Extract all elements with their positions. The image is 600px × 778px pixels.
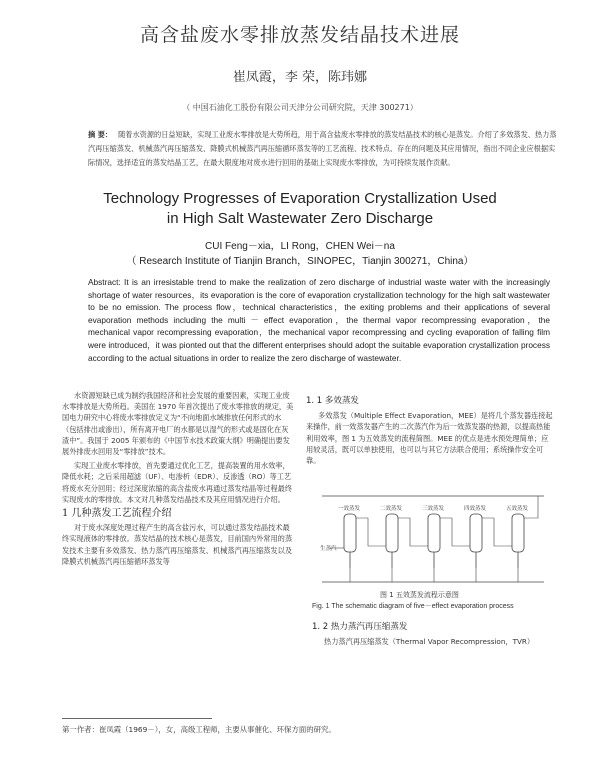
footnote-rule (62, 718, 212, 719)
cn-title: 高含盐废水零排放蒸发结晶技术进展 (139, 24, 460, 46)
footnote: 第一作者：崔凤霞（1969－），女，高级工程师，主要从事催化、环保方面的研究。 (62, 725, 336, 734)
right-paragraph-2: 热力蒸汽再压缩蒸发（Thermal Vapor Recompression，TVR） (324, 637, 535, 647)
right-column (306, 396, 554, 469)
left-column (62, 390, 294, 570)
cn-abstract (88, 128, 558, 170)
evaporator-1 (338, 504, 361, 568)
en-abstract: Abstract: It is an irresistable trend to make the realization of zero discharge of industrial waste water with the increasingly shortage of water resources，its evaporation is the core of evaporation crystallization technology for the high salt wastewater to be no emission. The process flow，technical characteristics，the exiting problems and their applications of several evaporation methods including the multi － effect evaporation，the thermal vapor recompressing evaporation，the mechanical vapor recompressing evaporation，the mechanical vapor recompressing and cycling evaporation of falling film were introduced，it was pionted out that the different enterprises should adopt the suitable evaporation crystallization process according to the actual situations in order to realize the zero discharge of wastewater. (88, 277, 550, 363)
cn-authors: 崔凤霞，李 荣，陈玮娜 (232, 70, 368, 85)
subsection-1-2-heading: 1. 2 热力蒸汽再压缩蒸发 (312, 622, 408, 632)
five-effect-diagram (318, 488, 548, 588)
cn-abstract-label: 摘 要： (88, 130, 113, 139)
section-1-heading: 1 几种蒸发工艺流程介绍 (62, 508, 172, 520)
evaporator-label-3: 三效蒸发 (422, 506, 445, 512)
evaporator-label-5: 五效蒸发 (506, 506, 529, 512)
en-affiliation: （ Research Institute of Tianjin Branch，SINOPEC，Tianjin 300271，China） (126, 256, 474, 267)
steam-inlet-label: 生蒸汽 (320, 546, 337, 552)
evaporator-label-2: 二效蒸发 (380, 506, 403, 512)
evaporator-3 (422, 504, 445, 568)
evaporator-2 (380, 504, 403, 568)
subsection-1-2 (312, 622, 552, 650)
evaporator-5 (506, 504, 529, 568)
left-paragraph-2: 实现工业废水零排放，首先要通过优化工艺，提高装置的用水效率，降低水耗；之后采用超滤（UF）、电渗析（EDR）、反渗透（RO）等工艺将废水充分回用；经过深度浓缩的高含盐废水再通过蒸发结晶等过程最终实现废水的零排放。本文对几种蒸发结晶技术及其应用情况进行介绍。 (62, 461, 293, 504)
left-paragraph-1: 水资源短缺已成为制约我国经济和社会发展的重要因素，实现工业废水零排放是大势所趋。美国在 1970 年首次提出了废水零排放的规定，美国电力研究中心将废水零排放定义为“不向地面水域排放任何形式的水（包括排出或渗出），所有离开电厂的水都是以湿气的形式或是固化在灰渣中”。我国于 2005 年颁布的《中国节水技术政策大纲》明确提出要发展外排废水回用及“零排放”技术。 (62, 391, 294, 457)
cn-affiliation: （ 中国石油化工股份有限公司天津分公司研究院，天津 300271） (182, 103, 418, 112)
en-title (0, 189, 600, 229)
evaporator-4 (464, 504, 487, 568)
subsection-1-1-heading: 1. 1 多效蒸发 (306, 396, 359, 406)
en-title-line1: Technology Progresses of Evaporation Crystallization Used (103, 190, 497, 207)
cn-abstract-text: 随着水资源的日益短缺，实现工业废水零排放是大势所趋，用于高含盐废水零排放的蒸发结晶技术的核心是蒸发。介绍了多效蒸发、热力蒸汽再压缩蒸发、机械蒸汽再压缩蒸发、降膜式机械蒸汽再压缩循环蒸发等的工艺流程、技术特点、存在的问题及其应用情况，指出不同企业应根据实际情况，选择适宜的蒸发结晶工艺，在最大限度地对废水进行回用的基础上实现废水零排放，为可持续发展作贡献。 (88, 130, 557, 167)
right-paragraph-1: 多效蒸发（Multiple Effect Evaporation，MEE）是将几个蒸发器连接起来操作，前一效蒸发器产生的二次蒸汽作为后一效蒸发器的热源，以提高热能利用效率，图 1 为五效蒸发的流程简图。MEE 的优点是进水预处理简单；应用较灵活，既可以单独使用，也可以与其它方法联合使用；系统操作安全可靠。 (306, 411, 553, 466)
en-authors: CUI Feng－xia，LI Rong，CHEN Wei－na (205, 241, 395, 252)
left-paragraph-3: 对于废水深度处理过程产生的高含盐污水，可以通过蒸发结晶技术最终实现液体的零排放。蒸发结晶的技术核心是蒸发，目前国内外常用的蒸发技术主要有多效蒸发、热力蒸汽再压缩蒸发、机械蒸汽再压缩蒸发以及降膜式机械蒸汽再压缩循环蒸发等 (62, 523, 293, 566)
en-title-line2: in High Salt Wastewater Zero Discharge (166, 210, 434, 227)
evaporator-label-4: 四效蒸发 (464, 506, 487, 512)
figure-caption-cn: 图 1 五效蒸发流程示意图 (380, 591, 459, 599)
evaporator-label-1: 一效蒸发 (338, 506, 361, 512)
figure-caption-en: Fig. 1 The schematic diagram of five－effect evaporation process (312, 603, 514, 610)
